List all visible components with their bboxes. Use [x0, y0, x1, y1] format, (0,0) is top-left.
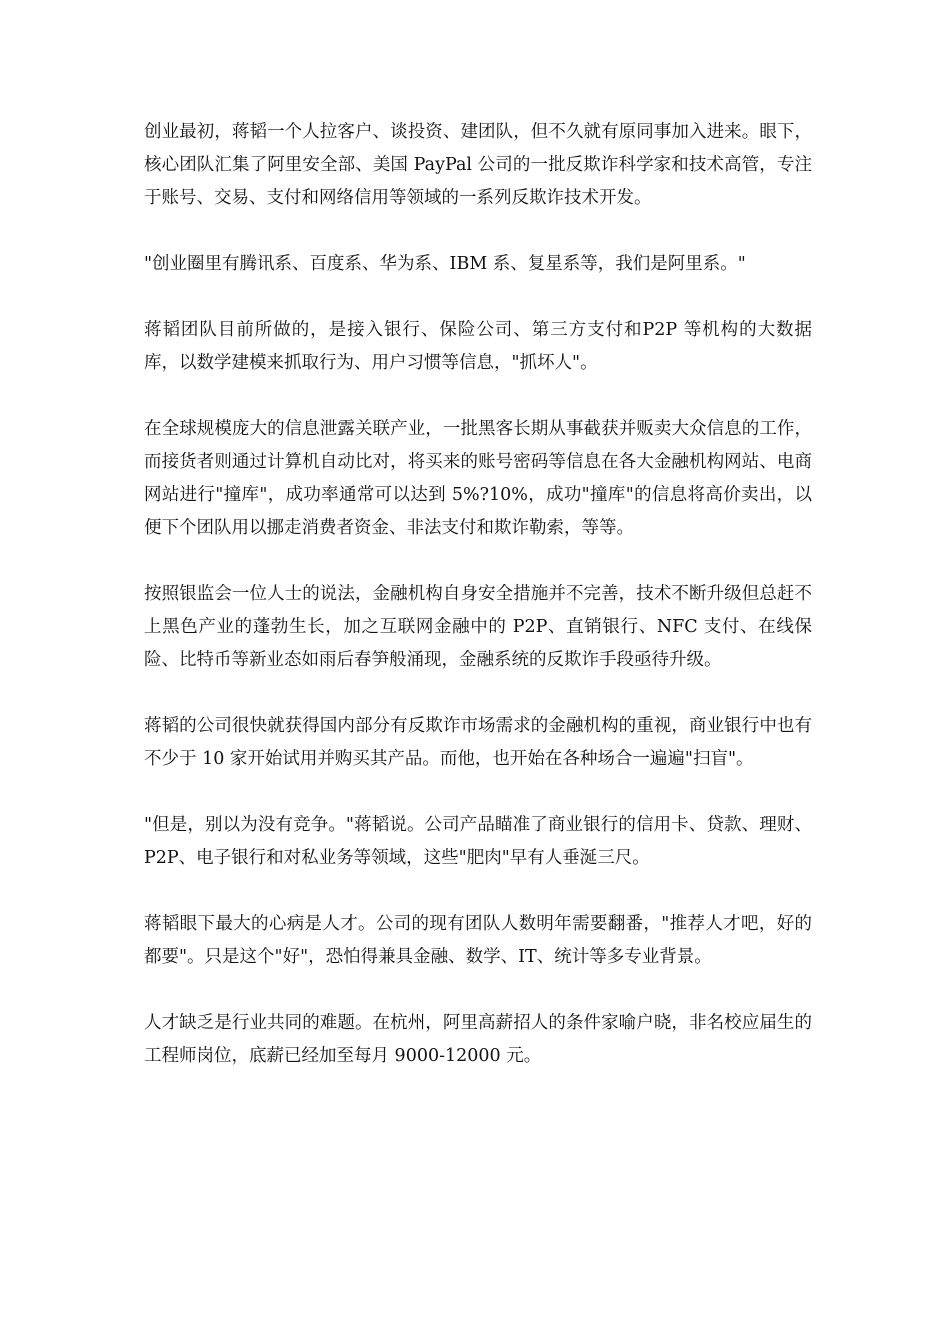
paragraph-7: "但是，别以为没有竞争。"蒋韬说。公司产品瞄准了商业银行的信用卡、贷款、理财、P2P、电子银行和对私业务等领域，这些"肥肉"早有人垂涎三尺。	[144, 815, 812, 868]
paragraph-6: 蒋韬的公司很快就获得国内部分有反欺诈市场需求的金融机构的重视，商业银行中也有不少于 10 家开始试用并购买其产品。而他，也开始在各种场合一遍遍"扫盲"。	[144, 716, 812, 769]
paragraph-3: 蒋韬团队目前所做的，是接入银行、保险公司、第三方支付和P2P 等机构的大数据库，以数学建模来抓取行为、用户习惯等信息，"抓坏人"。	[144, 320, 812, 373]
paragraph-4: 在全球规模庞大的信息泄露关联产业，一批黑客长期从事截获并贩卖大众信息的工作，而接货者则通过计算机自动比对，将买来的账号密码等信息在各大金融机构网站、电商网站进行"撞库"，成功率通常可以达到 5%?10%，成功"撞库"的信息将高价卖出，以便下个团队用以挪走消费者资金、非法支付和欺诈勒索，等等。	[144, 419, 812, 538]
paragraph-1: 创业最初，蒋韬一个人拉客户、谈投资、建团队，但不久就有原同事加入进来。眼下，核心团队汇集了阿里安全部、美国 PayPal 公司的一批反欺诈科学家和技术高管，专注于账号、交易、支付和网络信用等领域的一系列反欺诈技术开发。	[144, 122, 812, 208]
paragraph-9: 人才缺乏是行业共同的难题。在杭州，阿里高薪招人的条件家喻户晓，非名校应届生的工程师岗位，底薪已经加至每月 9000-12000 元。	[144, 1013, 812, 1066]
document-body	[144, 116, 812, 1106]
paragraph-2: "创业圈里有腾讯系、百度系、华为系、IBM 系、复星系等，我们是阿里系。"	[144, 254, 746, 274]
paragraph-8: 蒋韬眼下最大的心病是人才。公司的现有团队人数明年需要翻番，"推荐人才吧，好的都要"。只是这个"好"，恐怕得兼具金融、数学、IT、统计等多专业背景。	[144, 914, 812, 967]
paragraph-5: 按照银监会一位人士的说法，金融机构自身安全措施并不完善，技术不断升级但总赶不上黑色产业的蓬勃生长，加之互联网金融中的 P2P、直销银行、NFC 支付、在线保险、比特币等新业态如雨后春笋般涌现，金融系统的反欺诈手段亟待升级。	[144, 584, 812, 670]
